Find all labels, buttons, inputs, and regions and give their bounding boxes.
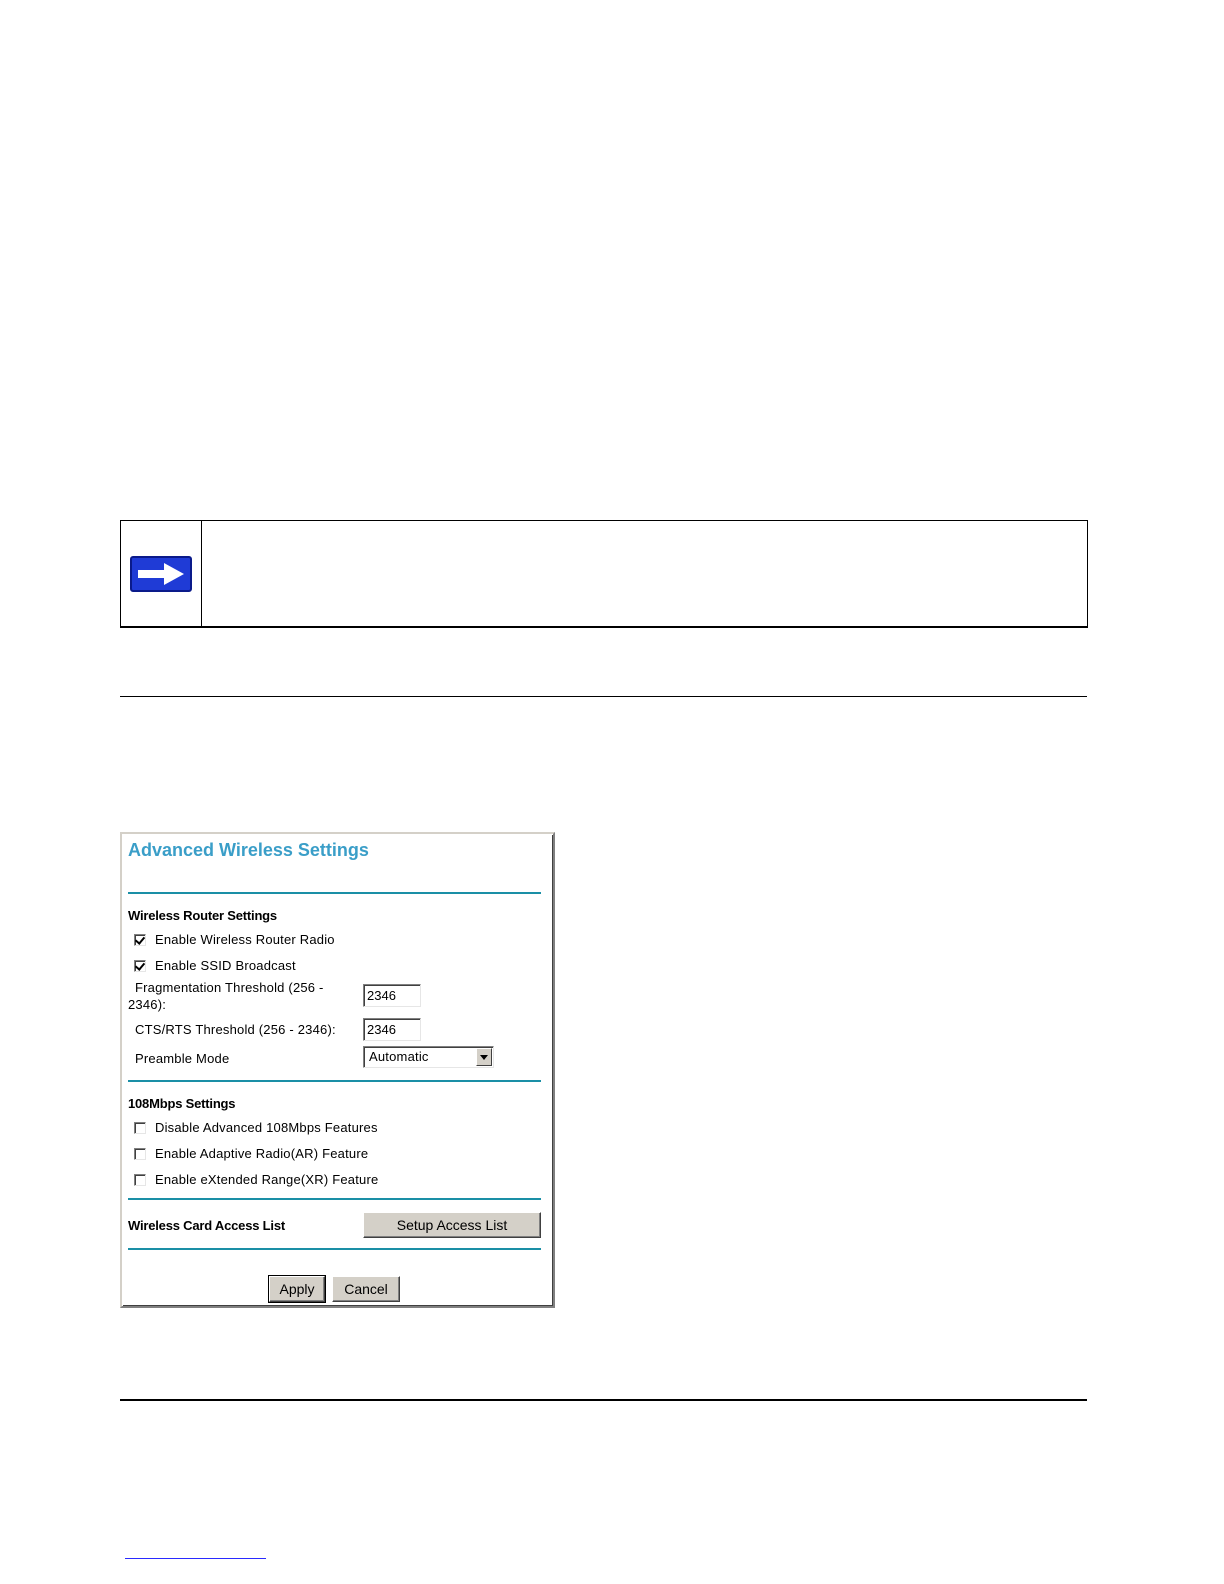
- section-separator: [128, 892, 541, 894]
- router-settings-heading: Wireless Router Settings: [128, 908, 277, 923]
- advanced-wireless-settings-panel: [120, 832, 555, 1308]
- enable-radio-label: Enable Wireless Router Radio: [155, 932, 335, 947]
- extended-range-row[interactable]: [134, 1172, 378, 1187]
- disable-advanced-row[interactable]: [134, 1120, 378, 1135]
- section-separator: [128, 1248, 541, 1250]
- footer-link-underline[interactable]: [125, 1558, 266, 1559]
- fragmentation-label-line1: Fragmentation Threshold (256 -: [135, 980, 324, 995]
- enable-ssid-label: Enable SSID Broadcast: [155, 958, 296, 973]
- preamble-mode-value: Automatic: [369, 1049, 429, 1064]
- section-separator: [128, 1080, 541, 1082]
- note-icon-cell: [121, 521, 202, 626]
- fragmentation-threshold-input[interactable]: 2346: [363, 984, 421, 1007]
- enable-ssid-row[interactable]: [134, 958, 296, 973]
- fragmentation-label-line2: 2346):: [128, 997, 167, 1012]
- enable-ssid-checkbox[interactable]: [134, 960, 146, 972]
- extended-range-label: Enable eXtended Range(XR) Feature: [155, 1172, 379, 1187]
- adaptive-radio-checkbox[interactable]: [134, 1148, 146, 1160]
- disable-advanced-label: Disable Advanced 108Mbps Features: [155, 1120, 378, 1135]
- right-arrow-icon: [130, 556, 192, 592]
- adaptive-radio-row[interactable]: [134, 1146, 368, 1161]
- cancel-button[interactable]: Cancel: [332, 1276, 400, 1302]
- disable-advanced-checkbox[interactable]: [134, 1122, 146, 1134]
- access-list-heading: Wireless Card Access List: [128, 1218, 285, 1233]
- setup-access-list-button[interactable]: Setup Access List: [363, 1212, 541, 1238]
- horizontal-rule: [120, 696, 1087, 697]
- adaptive-radio-label: Enable Adaptive Radio(AR) Feature: [155, 1146, 369, 1161]
- extended-range-checkbox[interactable]: [134, 1174, 146, 1186]
- mbps-settings-heading: 108Mbps Settings: [128, 1096, 236, 1111]
- note-text-cell: [202, 521, 1087, 626]
- cts-rts-label: CTS/RTS Threshold (256 - 2346):: [135, 1022, 336, 1037]
- cts-rts-threshold-input[interactable]: 2346: [363, 1018, 421, 1041]
- preamble-mode-select[interactable]: [363, 1046, 494, 1068]
- enable-radio-row[interactable]: [134, 932, 335, 947]
- apply-button[interactable]: Apply: [269, 1276, 325, 1302]
- section-separator: [128, 1198, 541, 1200]
- dropdown-button[interactable]: [476, 1048, 492, 1066]
- page-title: Advanced Wireless Settings: [128, 840, 369, 860]
- horizontal-rule: [120, 1399, 1087, 1401]
- chevron-down-icon: [480, 1055, 488, 1060]
- preamble-mode-label: Preamble Mode: [135, 1051, 230, 1066]
- enable-radio-checkbox[interactable]: [134, 934, 146, 946]
- note-box: [120, 520, 1088, 628]
